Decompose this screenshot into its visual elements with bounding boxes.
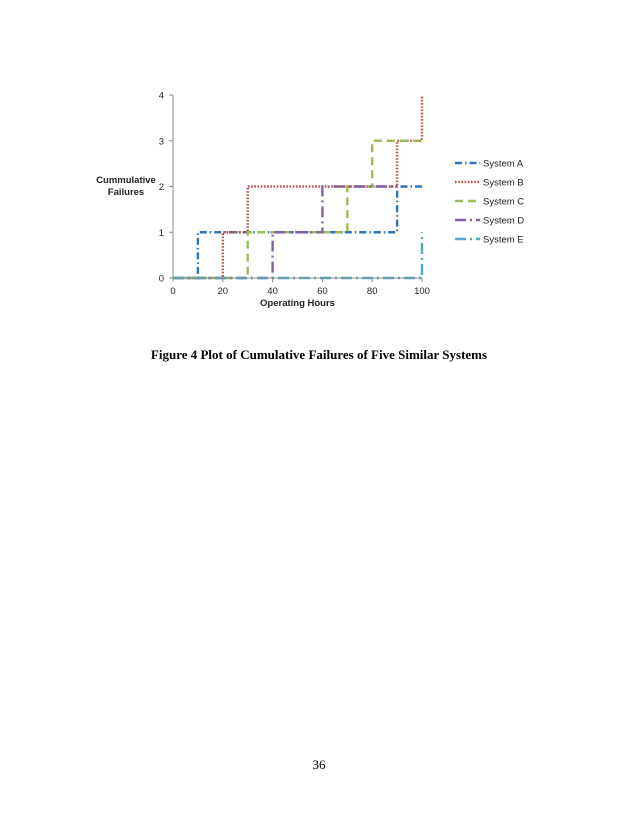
legend-label: System D [483,215,525,227]
series-line [173,232,422,278]
y-tick-label: 0 [158,273,164,285]
legend [455,159,524,246]
y-tick-label: 2 [158,182,164,193]
figure-caption: Figure 4 Plot of Cumulative Failures of Five Similar Systems [150,347,488,362]
x-tick-label: 100 [414,286,430,297]
y-tick-label: 3 [158,136,164,148]
series-line [173,141,422,278]
x-tick-label: 80 [366,286,378,297]
legend-label: System C [483,196,525,208]
legend-label: System A [483,158,524,170]
axes [96,91,430,310]
x-tick-label: 60 [317,286,328,297]
legend-label: System B [483,177,524,189]
y-axis-title: Failures [107,187,145,198]
cumulative-failures-chart [0,0,638,340]
y-axis-title: Cummulative [96,175,156,186]
y-tick-label: 1 [158,227,164,239]
plot-area [173,95,422,278]
x-axis-title: Operating Hours [260,298,335,309]
x-tick-label: 0 [170,286,176,297]
x-tick-label: 20 [217,286,229,297]
page-number: 36 [312,757,326,772]
y-tick-label: 4 [158,90,164,102]
x-tick-label: 40 [267,286,278,297]
legend-label: System E [483,234,524,246]
